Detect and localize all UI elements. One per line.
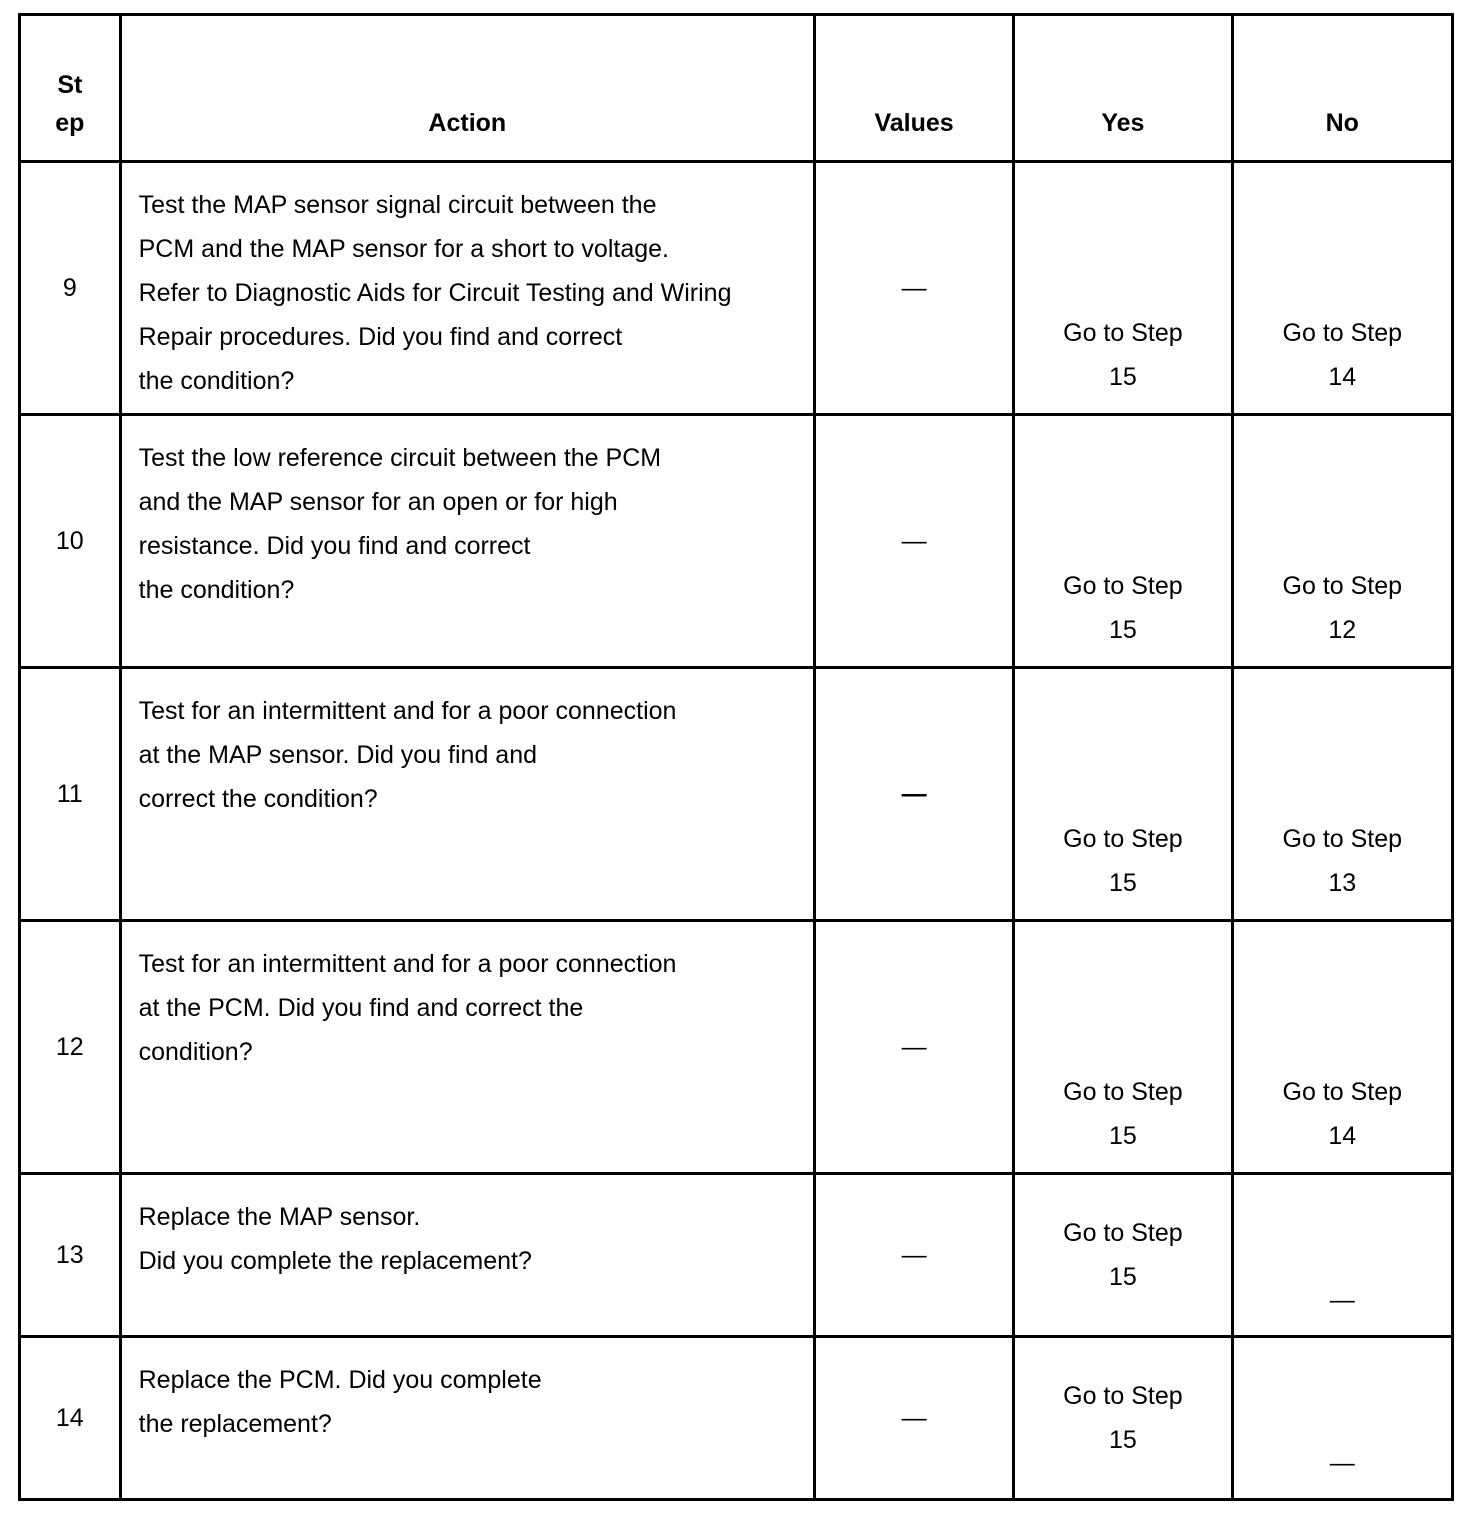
yes-cell — [1014, 668, 1232, 921]
values-cell: — — [814, 162, 1013, 415]
no-cell: — — [1232, 1337, 1452, 1500]
values-cell: — — [814, 668, 1013, 921]
values-cell: — — [814, 1174, 1013, 1337]
yes-go-label: Go to Step — [1063, 1219, 1183, 1247]
yes-cell — [1014, 415, 1232, 668]
action-text: Replace the PCM. Did you complete the replacement? — [138, 1366, 542, 1438]
yes-step-number: 15 — [1109, 616, 1137, 644]
no-cell — [1232, 921, 1452, 1174]
header-no: No — [1232, 15, 1452, 162]
step-number: 14 — [20, 1337, 121, 1500]
header-step: St ep — [20, 15, 121, 162]
step-number: 12 — [20, 921, 121, 1174]
step-number: 13 — [20, 1174, 121, 1337]
header-yes: Yes — [1014, 15, 1232, 162]
no-cell — [1232, 415, 1452, 668]
table-row — [20, 1174, 1453, 1337]
no-step-number: 14 — [1328, 1122, 1357, 1150]
header-action: Action — [120, 15, 814, 162]
action-cell — [120, 162, 814, 415]
yes-go-label: Go to Step — [1063, 1078, 1183, 1106]
step-number: 9 — [20, 162, 121, 415]
no-go-label: Go to Step — [1282, 825, 1403, 853]
step-number: 10 — [20, 415, 121, 668]
yes-step-number: 15 — [1109, 1426, 1137, 1454]
action-text: Test the low reference circuit between the PCM and the MAP sensor for an open or for high resistance. Did you find and correct the condition? — [138, 444, 662, 604]
yes-cell — [1014, 1337, 1232, 1500]
yes-step-number: 15 — [1109, 869, 1137, 897]
no-step-number: 13 — [1328, 869, 1357, 897]
step-number: 11 — [20, 668, 121, 921]
header-values: Values — [814, 15, 1013, 162]
yes-go-label: Go to Step — [1063, 825, 1183, 853]
yes-step-number: 15 — [1109, 363, 1137, 391]
no-step-number: 14 — [1328, 363, 1357, 391]
table-row — [20, 1337, 1453, 1500]
no-cell: — — [1232, 1174, 1452, 1337]
yes-cell — [1014, 921, 1232, 1174]
no-go-label: Go to Step — [1282, 572, 1403, 600]
header-row — [20, 15, 1453, 162]
no-step-number: 12 — [1328, 616, 1357, 644]
yes-step-number: 15 — [1109, 1263, 1137, 1291]
no-cell — [1232, 668, 1452, 921]
action-cell — [120, 1174, 814, 1337]
values-cell: — — [814, 415, 1013, 668]
table-row — [20, 668, 1453, 921]
no-go-label: Go to Step — [1282, 1078, 1403, 1106]
values-cell: — — [814, 1337, 1013, 1500]
no-cell — [1232, 162, 1452, 415]
action-cell — [120, 415, 814, 668]
yes-cell — [1014, 1174, 1232, 1337]
action-cell — [120, 1337, 814, 1500]
table-row — [20, 415, 1453, 668]
no-go-label: Go to Step — [1282, 319, 1403, 347]
action-text: Test for an intermittent and for a poor connection at the MAP sensor. Did you find and correct the condition? — [138, 697, 677, 813]
action-text: Test for an intermittent and for a poor connection at the PCM. Did you find and correct the condition? — [138, 950, 677, 1066]
action-cell — [120, 668, 814, 921]
yes-go-label: Go to Step — [1063, 319, 1183, 347]
yes-step-number: 15 — [1109, 1122, 1137, 1150]
table-row — [20, 921, 1453, 1174]
values-cell: — — [814, 921, 1013, 1174]
table-row — [20, 162, 1453, 415]
action-text: Replace the MAP sensor. Did you complete the replacement? — [138, 1203, 532, 1275]
diagnostic-table — [18, 13, 1454, 1501]
action-cell — [120, 921, 814, 1174]
yes-go-label: Go to Step — [1063, 572, 1183, 600]
action-text: Test the MAP sensor signal circuit between the PCM and the MAP sensor for a short to voltage. Refer to Diagnostic Aids for Circuit Testing and Wiring Repair procedures. Did you find and correct the condition? — [138, 191, 732, 395]
yes-cell — [1014, 162, 1232, 415]
yes-go-label: Go to Step — [1063, 1382, 1183, 1410]
